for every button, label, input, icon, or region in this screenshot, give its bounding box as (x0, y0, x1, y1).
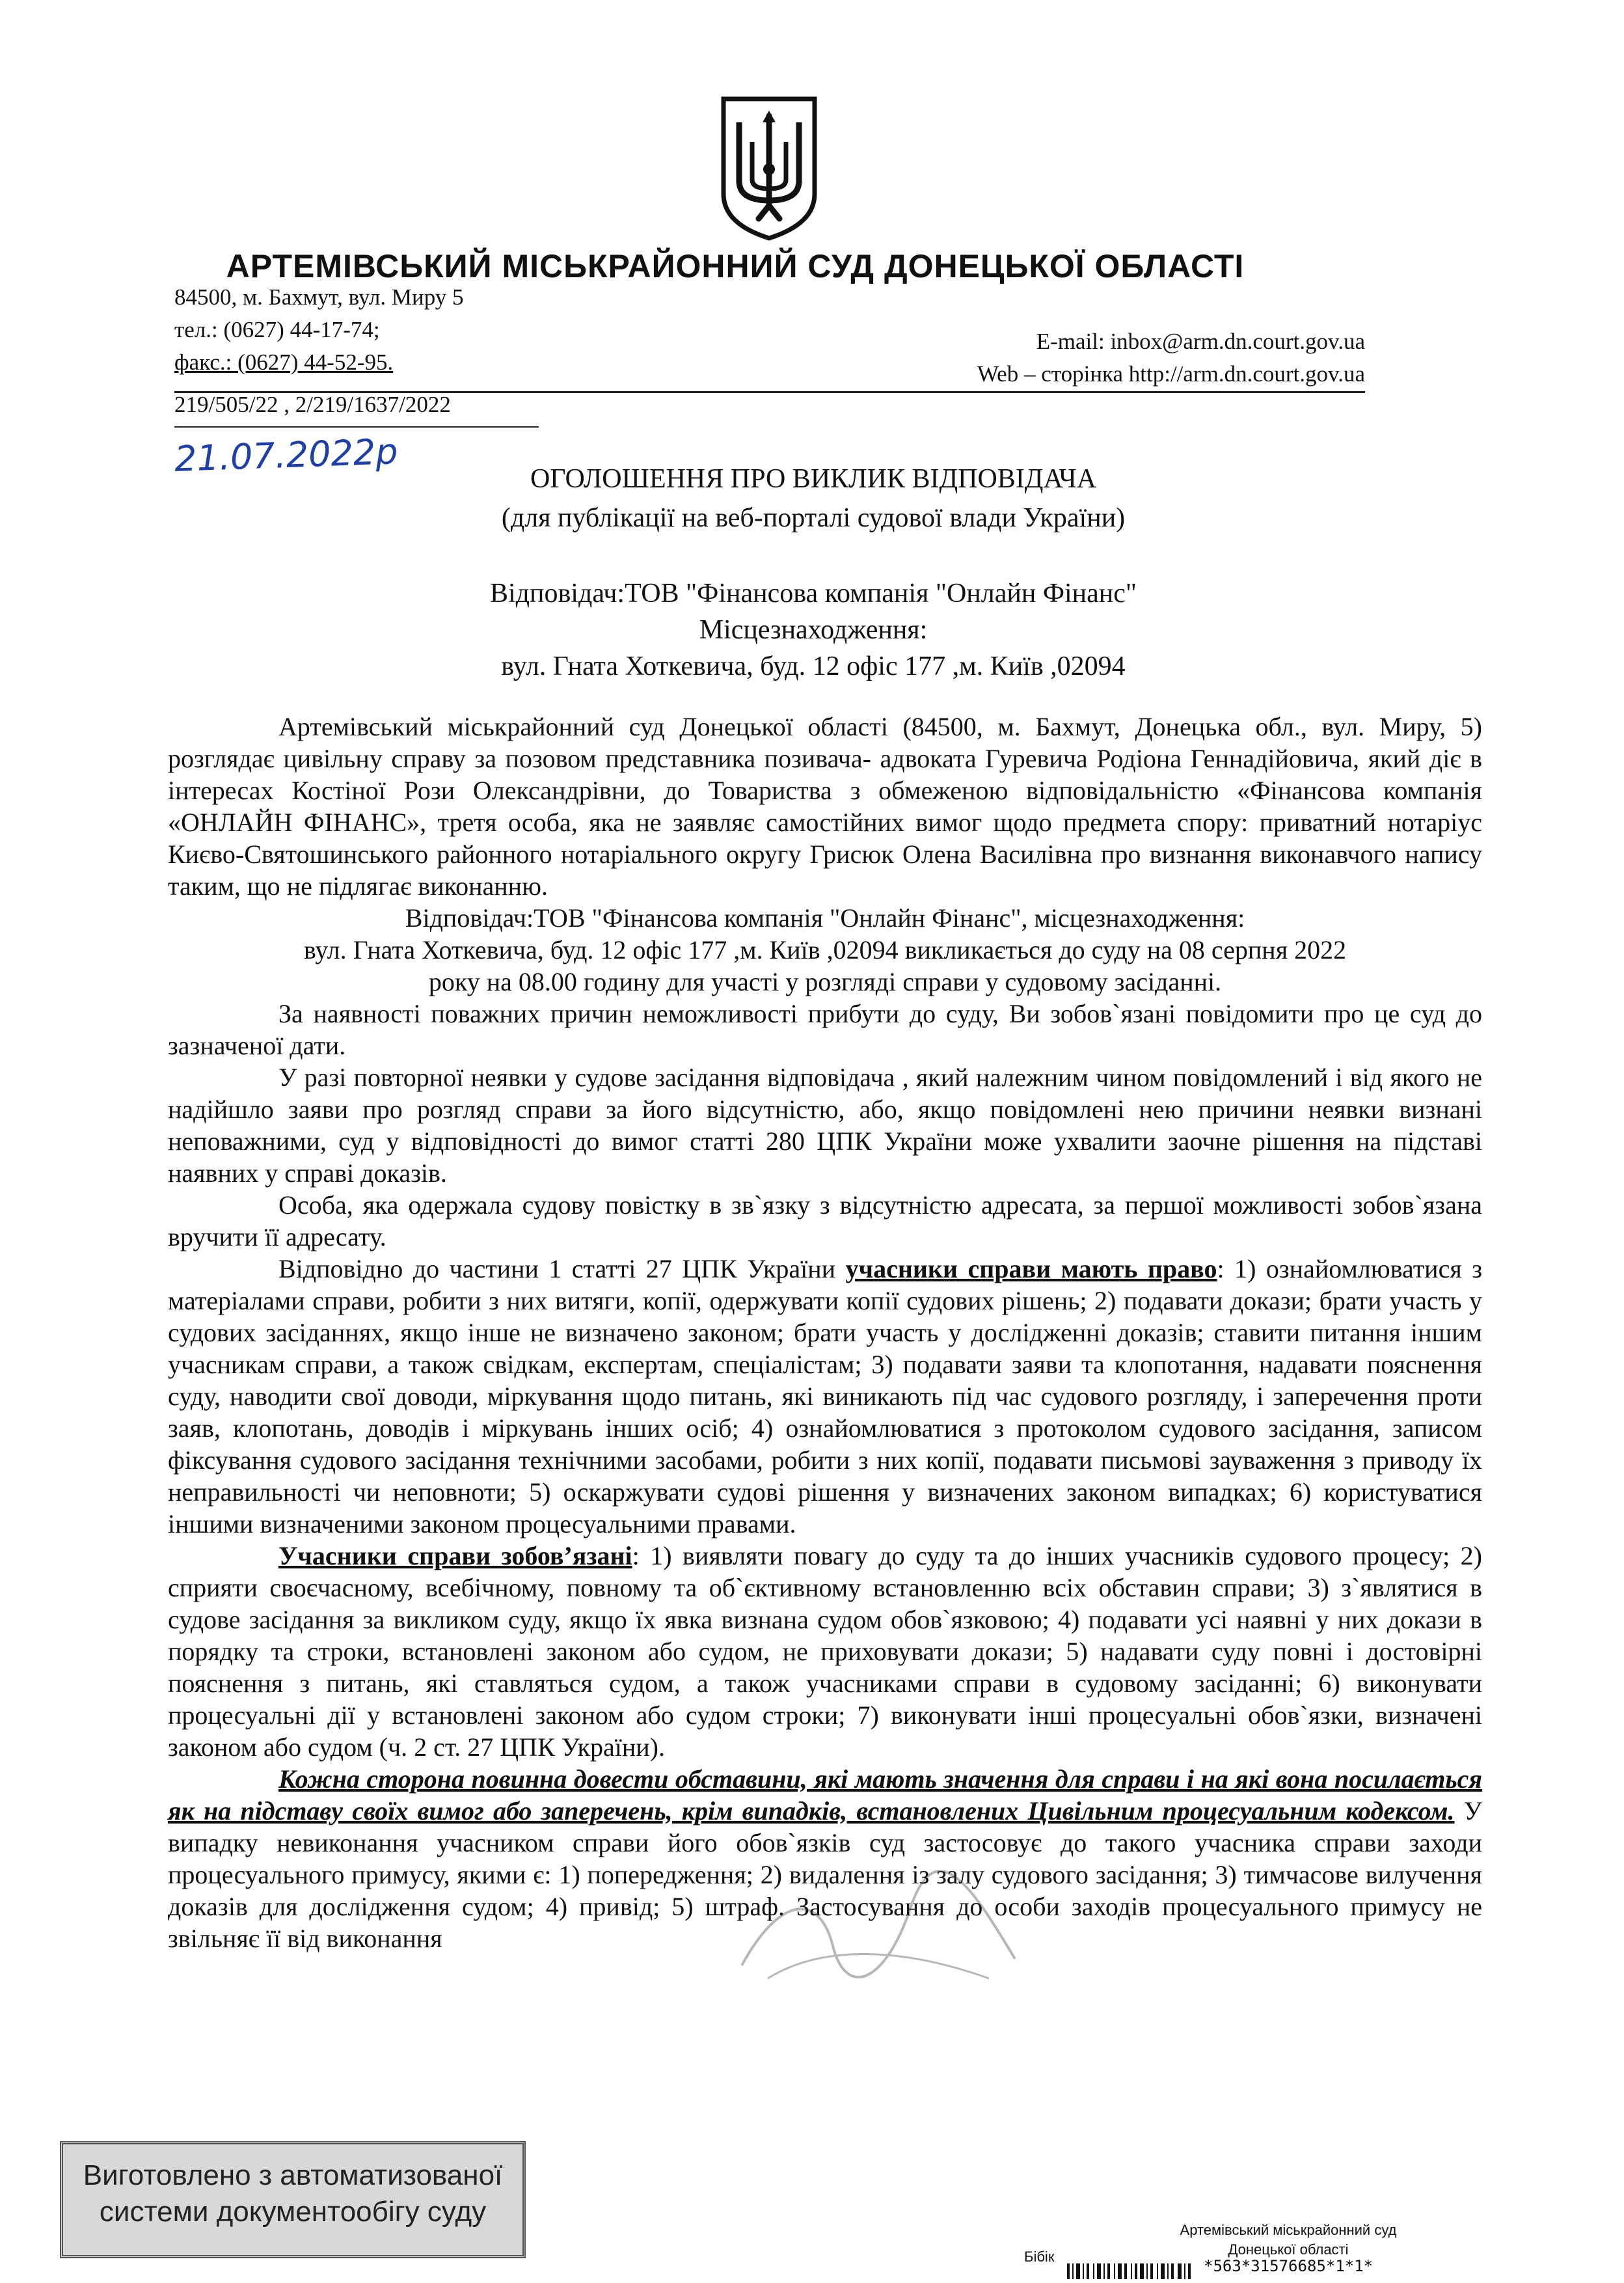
document-title: ОГОЛОШЕННЯ ПРО ВИКЛИК ВІДПОВІДАЧА (530, 464, 1097, 494)
duties-heading: Учасники справи зобов’язані (278, 1541, 632, 1570)
court-online-contacts (794, 325, 1365, 390)
court-fax: факс.: (0627) 44-52-95. (174, 349, 394, 375)
court-address: 84500, м. Бахмут, вул. Миру 5 (174, 284, 464, 310)
barcode-number: *563*31576685*1*1* (1204, 2257, 1374, 2275)
footer-court-name (1165, 2221, 1412, 2260)
court-website: Web – сторінка http://arm.dn.court.gov.ua (977, 361, 1365, 387)
paragraph-summons-line2: вул. Гната Хоткевича, буд. 12 офіс 177 ,м. Київ ,02094 викликається до суду на 08 серпня 2022 (303, 935, 1347, 964)
paragraph-notify-court: За наявності поважних причин неможливості прибути до суду, Ви зобов`язані повідомити про це суд до зазначеної дати. (168, 999, 1482, 1060)
stamp-line-1: Виготовлено з автоматизованої (83, 2159, 503, 2191)
case-number-underline (174, 426, 539, 428)
footer-court-line-2: Донецької області (1228, 2241, 1349, 2258)
respondent-location-label: Місцезнаходження: (699, 615, 928, 645)
paragraph-summons-line1: Відповідач:ТОВ "Фінансова компанія "Онлайн Фінанс", місцезнаходження: (405, 903, 1245, 933)
procedural-coercion-text: У випадку невиконання учасником справи його обов`язків суд застосовує до такого учасника справи заходи процесуального примусу, якими є: 1) попередження; 2) видалення із залу судового засідання; 3) тимчасове вилучення доказів для дослідження судом; 4) привід; 5) штраф. Застосування до особи заходів процесуального примусу не звільняє її від виконання (168, 1796, 1483, 1953)
footer-court-line-1: Артемівський міськрайонний суд (1180, 2222, 1397, 2238)
paragraph-participant-rights (168, 1253, 1482, 1540)
paragraph-repeated-absence: У разі повторної неявки у судове засідання відповідача , який належним чином повідомлений і від якого не надійшло заяви про розгляд справи за його відсутністю, або, якщо повідомлені нею причини неявки визнані неповажними, суд у відповідності до вимог статті 280 ЦПК України може ухвалити заочне рішення на підставі наявних у справі доказів. (168, 1063, 1482, 1188)
paragraph-summons-line3: року на 08.00 годину для участі у розгляді справи у судовому засіданні. (428, 967, 1222, 996)
respondent-address: вул. Гната Хоткевича, буд. 12 офіс 177 ,м. Київ ,02094 (501, 651, 1126, 681)
duties-list: : 1) виявляти повагу до суду та до інших учасників судового процесу; 2) сприяти своєчасному, всебічному, повному та об`єктивному встановленню всіх обставин справи; 3) з`являтися в судове засідання за викликом суду, якщо їх явка визнана судом обов`язковою; 4) подавати усі наявні у них докази в порядку та строки, встановлені законом або судом, не приховувати докази; 5) надавати суду повні і достовірні пояснення з питань, які ставляться судом, а також учасниками справи в судовому засіданні; 6) виконувати процесуальні дії у встановлені законом або судом строки; 7) виконувати інші процесуальні обов`язки, визначені законом або судом (ч. 2 ст. 27 ЦПК України). (168, 1541, 1482, 1762)
stamp-line-2: системи документообігу суду (99, 2196, 487, 2228)
paragraph-summons-delivery: Особа, яка одержала судову повістку в зв`язку з відсутністю адресата, за першої можливості зобов`язана вручити її адресату. (168, 1190, 1482, 1251)
court-contacts (174, 281, 643, 379)
handwritten-date: 21.07.2022р (174, 431, 399, 480)
paragraph-participant-duties (168, 1540, 1482, 1763)
court-phone: тел.: (0627) 44-17-74; (174, 317, 380, 342)
paragraph-case-description: Артемівський міськрайонний суд Донецької області (84500, м. Бахмут, Донецька обл., вул. Миру, 5) розглядає цивільну справу за позовом представника позивача- адвоката Гуревича Родіона Геннадійовича, який діє в інтересах Костіної Рози Олександрівни, до Товариства з обмеженою відповідальністю «Фінансова компанія «ОНЛАЙН ФІНАНС», третя особа, яка не заявляє самостійних вимог щодо предмета спору: приватний нотаріус Києво-Святошинського районного нотаріального округу Грисюк Олена Василівна про визнання виконавчого напису таким, що не підлягає виконанню. (168, 712, 1482, 901)
coat-of-arms-icon (710, 96, 828, 241)
signature-icon (729, 1868, 1028, 1998)
court-email: E-mail: inbox@arm.dn.court.gov.ua (1036, 329, 1365, 354)
case-number: 219/505/22 , 2/219/1637/2022 (174, 392, 451, 417)
rights-intro: Відповідно до частини 1 статті 27 ЦПК України (278, 1254, 846, 1283)
signer-name: Бібік (1024, 2249, 1055, 2265)
rights-heading: учасники справи мають право (845, 1254, 1217, 1283)
respondent-line: Відповідач:ТОВ "Фінансова компанія "Онлайн Фінанс" (489, 579, 1137, 608)
court-name: АРТЕМІВСЬКИЙ МІСЬКРАЙОННИЙ СУД ДОНЕЦЬКОЇ ОБЛАСТІ (226, 248, 1245, 284)
notice-body (168, 711, 1482, 1954)
automated-system-stamp (60, 2141, 526, 2258)
rights-list: : 1) ознайомлюватися з матеріалами справи, робити з них витяги, копії, одержувати копії судових рішень; 2) подавати докази; брати участь у судових засіданнях, якщо інше не визначено законом; брати участь у дослідженні доказів; ставити питання іншим учасникам справи, а також свідкам, експертам, спеціалістам; 3) подавати заяви та клопотання, надавати пояснення суду, наводити свої доводи, міркування щодо питань, які виникають під час судового розгляду, і заперечення проти заяв, клопотань, доводів і міркувань інших осіб; 4) ознайомлюватися з протоколом судового засідання, записом фіксування судового засідання технічними засобами, робити з них копії, подавати письмові зауваження з приводу їх неправильності чи неповноти; 5) оскаржувати судові рішення у визначених законом випадках; 6) користуватися іншими визначеними законом процесуальними правами. (168, 1254, 1482, 1538)
burden-of-proof-emphasis: Кожна сторона повинна довести обставини, які мають значення для справи і на які вона посилається як на підставу своїх вимог або заперечень, крім випадків, встановлених Цивільним процесуальним кодексом. (168, 1764, 1482, 1825)
document-subtitle: (для публікації на веб-порталі судової влади України) (501, 503, 1126, 533)
